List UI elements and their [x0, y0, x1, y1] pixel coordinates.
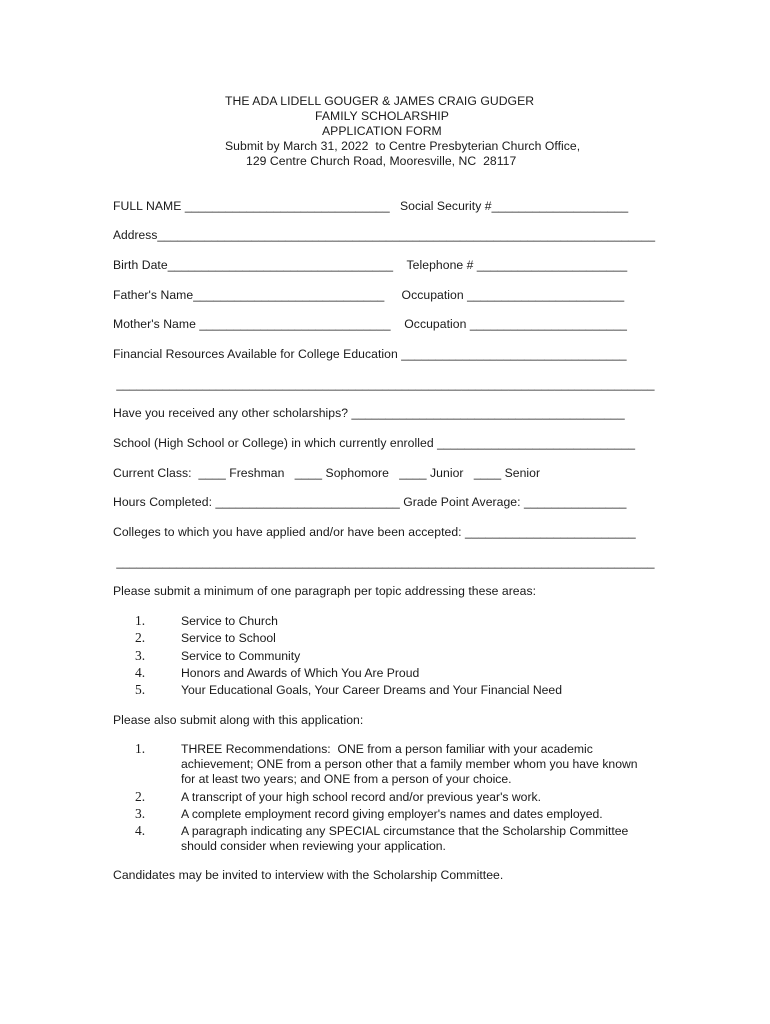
submit-number: 1. [135, 741, 146, 756]
topic-item: Service to Church [181, 614, 278, 628]
topic-number: 1. [135, 613, 146, 628]
current-school-field: School (High School or College) in which currently enrolled _____________________________ [113, 436, 636, 450]
financial-resources-field: Financial Resources Available for College Education _________________________________ [113, 347, 627, 361]
father-name-field: Father's Name____________________________ Occupation _______________________ [113, 288, 625, 302]
topic-item: Your Educational Goals, Your Career Dreams and Your Financial Need [181, 683, 562, 697]
other-scholarships-field: Have you received any other scholarships? ________________________________________ [113, 406, 625, 420]
interview-note: Candidates may be invited to interview with the Scholarship Committee. [113, 868, 504, 882]
submit-item: THREE Recommendations: ONE from a person familiar with your academic achievement; ONE from a person other that a family member whom you have known for at least two years; and ONE from a person of your choice. [181, 742, 638, 786]
office-address: 129 Centre Church Road, Mooresville, NC 28117 [246, 154, 517, 168]
submit-number: 2. [135, 789, 146, 804]
topic-number: 4. [135, 665, 146, 680]
topics-intro: Please submit a minimum of one paragraph per topic addressing these areas: [113, 584, 537, 598]
colleges-continuation: _________________________________________________________________________________ [113, 555, 655, 569]
address-field: Address__________________________________________________________________________ [113, 228, 656, 242]
submit-number: 3. [135, 806, 146, 821]
form-title-line2: FAMILY SCHOLARSHIP [315, 109, 449, 123]
form-title-line3: APPLICATION FORM [322, 124, 442, 138]
topic-number: 5. [135, 682, 146, 697]
birth-date-field: Birth Date_________________________________ Telephone # ______________________ [113, 258, 628, 272]
current-class-field: Current Class: ____ Freshman ____ Sophomore ____ Junior ____ Senior [113, 466, 541, 480]
topic-number: 2. [135, 630, 146, 645]
topic-item: Honors and Awards of Which You Are Proud [181, 666, 420, 680]
submit-item: A transcript of your high school record and/or previous year's work. [181, 790, 541, 804]
submit-item: A paragraph indicating any SPECIAL circumstance that the Scholarship Committee should consider when reviewing your application. [181, 824, 629, 853]
financial-resources-continuation: _________________________________________________________________________________ [113, 377, 655, 391]
colleges-field: Colleges to which you have applied and/or have been accepted: _________________________ [113, 525, 636, 539]
submit-intro: Please also submit along with this application: [113, 713, 364, 727]
hours-gpa-field: Hours Completed: ___________________________ Grade Point Average: _______________ [113, 495, 627, 509]
full-name-field: FULL NAME ______________________________ Social Security #____________________ [113, 199, 629, 213]
submit-item: A complete employment record giving employer's names and dates employed. [181, 807, 603, 821]
mother-name-field: Mother's Name ____________________________ Occupation _______________________ [113, 317, 627, 331]
topic-number: 3. [135, 648, 146, 663]
submission-deadline: Submit by March 31, 2022 to Centre Presbyterian Church Office, [225, 139, 581, 153]
topic-item: Service to Community [181, 649, 301, 663]
topic-item: Service to School [181, 631, 276, 645]
submit-number: 4. [135, 823, 146, 838]
form-title-line1: THE ADA LIDELL GOUGER & JAMES CRAIG GUDGER [225, 94, 535, 108]
